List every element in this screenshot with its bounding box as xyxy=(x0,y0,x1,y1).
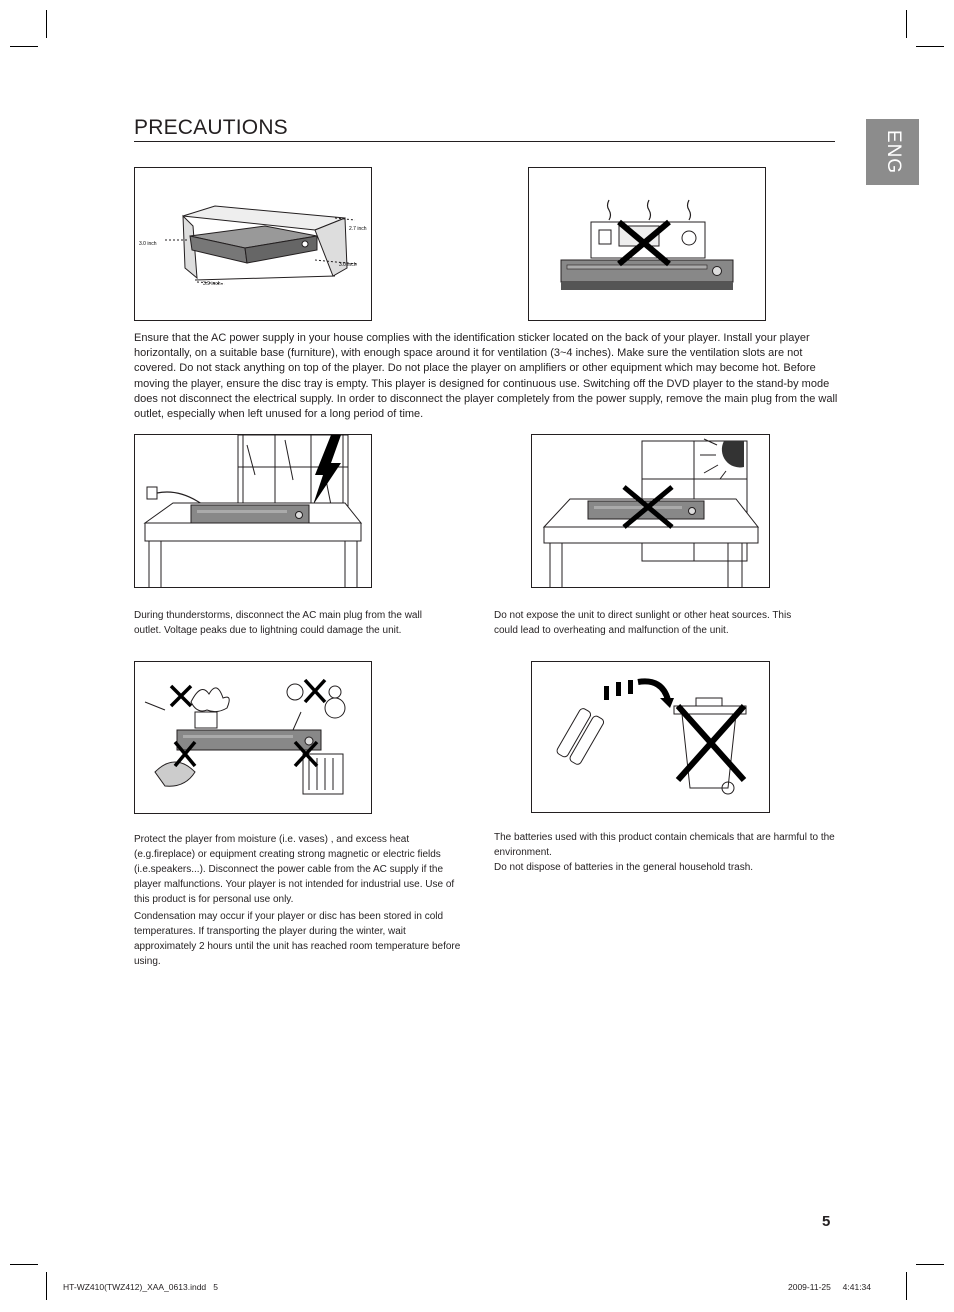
thunderstorm-illustration xyxy=(134,434,372,588)
battery-caption-disposal: Do not dispose of batteries in the general household trash. xyxy=(494,862,754,873)
crop-mark xyxy=(916,46,944,47)
crop-mark xyxy=(46,10,47,38)
sunlight-caption: Do not expose the unit to direct sunlight or other heat sources. This could lead to overheating and malfunction of the unit. xyxy=(494,610,792,636)
clearance-label-top: 2.7 inch xyxy=(349,226,367,232)
ventilation-illustration xyxy=(134,167,372,321)
footer-timestamp: 2009-11-25 4:41:34 xyxy=(788,1282,872,1292)
crop-mark xyxy=(916,1264,944,1265)
ventilation-paragraph: Ensure that the AC power supply in your house complies with the identification sticker located on the back of your player. Install your player horizontally, on a suitable base (furniture), with enough space around it for ventilation (3~4 inches). Make sure the ventilation slots are not covered. Do not stack anything on top of the player. Do not place the player on amplifiers or other equipment which may become hot. Before moving the player, ensure the disc tray is empty. This player is designed for continuous use. Switching off the DVD player to the stand-by mode does not disconnect the electrical supply. In order to disconnect the player completely from the power supply, remove the main plug from the wall outlet, especially when left unused for a long period of time. xyxy=(134,332,838,421)
crop-mark xyxy=(906,1272,907,1300)
no-stacking-illustration xyxy=(528,167,766,321)
thunderstorm-caption: During thunderstorms, disconnect the AC main plug from the wall outlet. Voltage peaks due to lightning could damage the unit. xyxy=(134,610,422,636)
crop-mark xyxy=(10,46,38,47)
footer-filename: HT-WZ410(TWZ412)_XAA_0613.indd 5 xyxy=(63,1282,218,1292)
language-label: ENG xyxy=(882,129,904,175)
page-number: 5 xyxy=(822,1213,831,1230)
clearance-label-right: 3.0 inch xyxy=(339,262,357,268)
moisture-caption: Protect the player from moisture (i.e. vases) , and excess heat (e.g.fireplace) or equipment creating strong magnetic or electric fields (i.e.speakers...). Disconnect the power cable from the AC supply if the player malfunctions. Your player is not intended for industrial use. Use of this product is for personal use only. xyxy=(134,834,455,905)
crop-mark xyxy=(906,10,907,38)
page-title: PRECAUTIONS xyxy=(134,116,288,139)
clearance-label-back: 3.9 inch xyxy=(203,281,221,287)
sunlight-illustration xyxy=(531,434,770,588)
battery-caption-harmful: The batteries used with this product contain chemicals that are harmful to the environment. xyxy=(494,832,835,858)
language-tab xyxy=(866,119,919,185)
battery-disposal-illustration xyxy=(531,661,770,813)
moisture-heat-illustration xyxy=(134,661,372,814)
title-rule xyxy=(134,141,835,142)
clearance-label-left: 3.0 inch xyxy=(139,241,157,247)
condensation-caption: Condensation may occur if your player or disc has been stored in cold temperatures. If transporting the player during the winter, wait approximately 2 hours until the unit has reached room temperature before using. xyxy=(134,911,461,967)
crop-mark xyxy=(10,1264,38,1265)
crop-mark xyxy=(46,1272,47,1300)
